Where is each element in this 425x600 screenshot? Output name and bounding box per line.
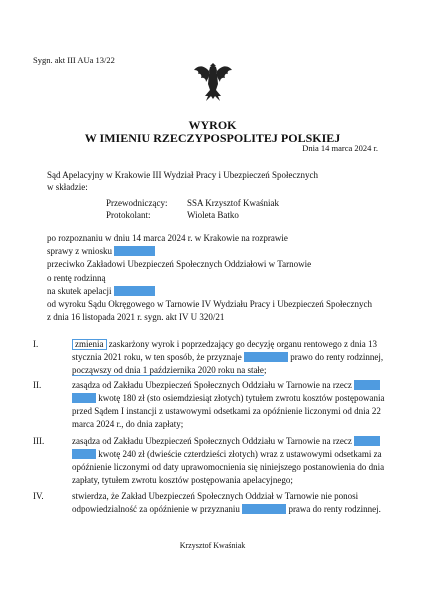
- point-2-line-1: zasądza od Zakładu Ubezpieczeń Społecznych Oddziału w Tarnowie na rzecz: [72, 380, 380, 391]
- redacted-name: [354, 436, 380, 446]
- point-3-line-1: zasądza od Zakładu Ubezpieczeń Społecznych Oddziału w Tarnowie na rzecz: [72, 436, 380, 447]
- redacted-name: [114, 286, 155, 296]
- point-3-line-2: kwotę 240 zł (dwieście czterdzieści złotych) wraz z ustawowymi odsetkami za: [72, 449, 382, 460]
- court-composition-label: w składzie:: [47, 182, 88, 192]
- point-number: III.: [33, 436, 45, 446]
- chair-label: Przewodniczący:: [106, 198, 168, 208]
- court-name: Sąd Apelacyjny w Krakowie III Wydział Pracy i Ubezpieczeń Społecznych: [47, 170, 318, 180]
- intro-line-5: na skutek apelacji: [47, 286, 155, 297]
- point-4-line-2: odpowiedzialność za opóźnienie w przyznaniu prawa do renty rodzinnej.: [72, 504, 381, 514]
- redacted-name: [244, 352, 288, 362]
- point-1-line-1: zmienia zaskarżony wyrok i poprzedzający go decyzję organu rentowego z dnia 13: [72, 339, 377, 350]
- signer-name: Krzysztof Kwaśniak: [179, 541, 246, 550]
- intro-line-1: po rozpoznaniu w dniu 14 marca 2024 r. w Krakowie na rozprawie: [47, 233, 288, 243]
- verdict-title: WYROK: [188, 118, 237, 132]
- point-2-line-4: marca 2024 r., do dnia zapłaty;: [72, 419, 184, 429]
- point-3-line-3: opóźnienie liczonymi od daty uprawomocnienia się niniejszego postanowienia do dnia: [72, 462, 385, 472]
- redacted-name: [242, 504, 286, 514]
- point-number: I.: [33, 339, 39, 349]
- intro-line-2: sprawy z wniosku: [47, 246, 155, 257]
- point-3-line-4: zapłaty, tytułem zwrotu kosztów postępowania apelacyjnego;: [72, 475, 293, 485]
- underlined-phrase: począwszy od dnia 1 października 2020 roku na stałe: [72, 365, 264, 375]
- point-1-line-3: począwszy od dnia 1 października 2020 roku na stałe;: [72, 365, 267, 375]
- point-1-line-2: stycznia 2021 roku, w ten sposób, że przyznaje prawo do renty rodzinnej,: [72, 352, 384, 362]
- point-4-line-1: stwierdza, że Zakład Ubezpieczeń Społecznych Oddział w Tarnowie nie ponosi: [72, 491, 359, 501]
- intro-line-6: od wyroku Sądu Okręgowego w Tarnowie IV Wydziału Pracy i Ubezpieczeń Społecznych: [47, 299, 372, 309]
- case-signature: Sygn. akt III AUa 13/22: [33, 55, 115, 65]
- verdict-subtitle: W IMIENIU RZECZYPOSPOLITEJ POLSKIEJ: [84, 131, 341, 145]
- intro-line-4: o rentę rodzinną: [47, 273, 106, 283]
- intro-line-7: z dnia 16 listopada 2021 r. sygn. akt IV U 320/21: [47, 312, 225, 322]
- clerk-value: Wioleta Batko: [187, 210, 239, 220]
- redacted-name: [72, 393, 96, 403]
- redacted-name: [114, 246, 155, 256]
- verdict-date: Dnia 14 marca 2024 r.: [302, 143, 378, 153]
- intro-line-3: przeciwko Zakładowi Ubezpieczeń Społecznych Oddziałowi w Tarnowie: [47, 259, 312, 269]
- chair-value: SSA Krzysztof Kwaśniak: [187, 198, 279, 208]
- point-number: II.: [33, 380, 42, 390]
- redacted-name: [72, 449, 96, 459]
- highlighted-word: zmienia: [72, 339, 107, 350]
- point-2-line-3: przed Sądem I instancji z ustawowymi odsetkami za opóźnienie liczonymi od dnia 22: [72, 406, 381, 416]
- clerk-label: Protokolant:: [106, 210, 151, 220]
- point-number: IV.: [33, 491, 44, 501]
- polish-eagle-emblem-icon: [193, 60, 233, 104]
- redacted-name: [354, 380, 380, 390]
- point-2-line-2: kwotę 180 zł (sto osiemdziesiąt złotych) tytułem zwrotu kosztów postępowania: [72, 393, 384, 404]
